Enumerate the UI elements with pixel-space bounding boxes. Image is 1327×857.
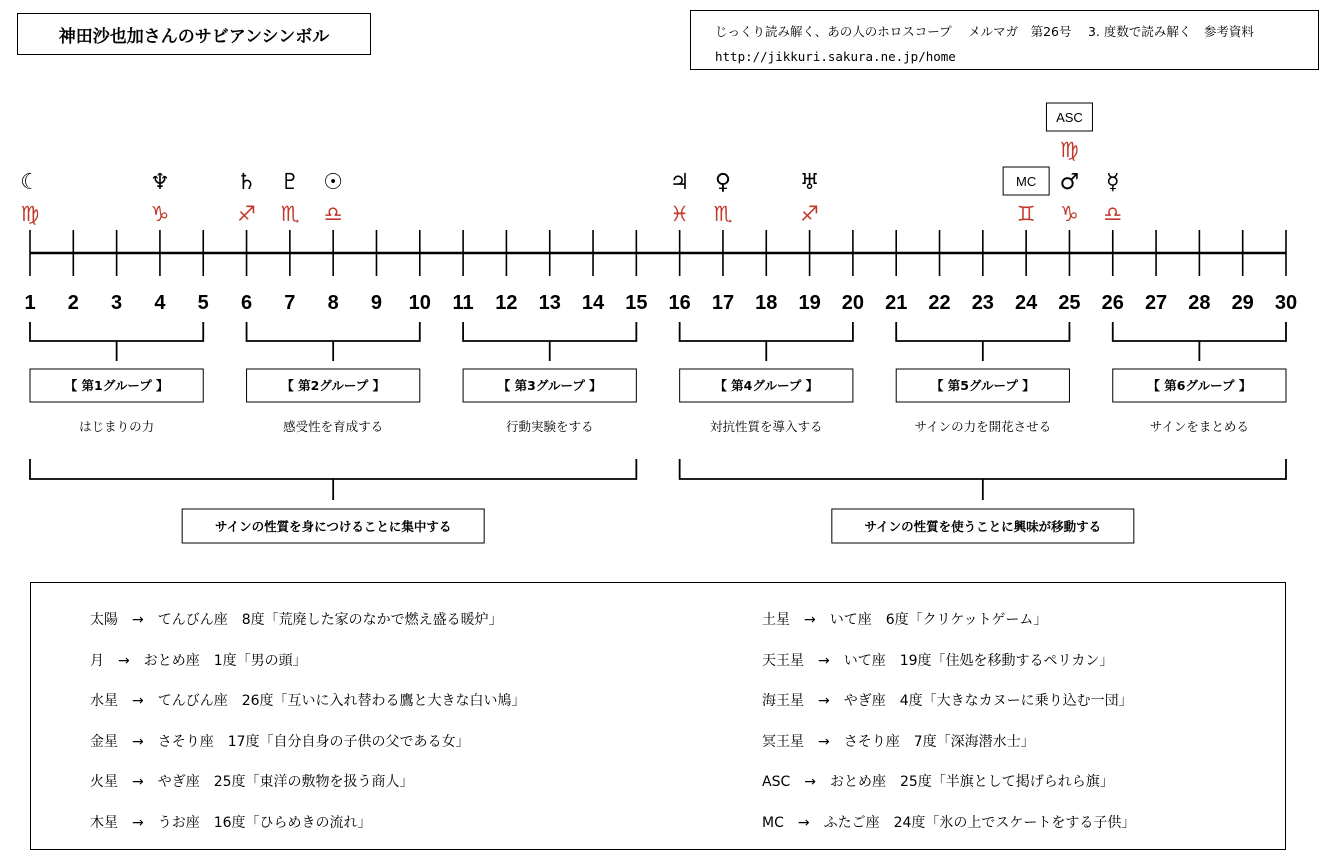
sun-icon: ☉: [323, 170, 344, 195]
sabian-entry: 月 → おとめ座 1度「男の頭」: [90, 652, 307, 669]
sagittarius-icon: ♐: [237, 202, 256, 226]
phase-label: サインの性質を使うことに興味が移動する: [864, 519, 1102, 534]
group-description: サインの力を開花させる: [914, 419, 1052, 434]
sabian-entry: 土星 → いて座 6度「クリケットゲーム」: [762, 612, 1048, 628]
mars-icon: ♂: [1059, 170, 1080, 195]
group-description: 感受性を育成する: [283, 419, 384, 434]
phase-label: サインの性質を身につけることに集中する: [214, 519, 452, 534]
group-label: 【 第3グループ 】: [497, 378, 602, 393]
sagittarius-icon: ♐: [800, 202, 820, 226]
degree-label: 10: [408, 292, 431, 314]
degree-label: 3: [111, 292, 123, 314]
angle-label: ASC: [1056, 110, 1083, 125]
degree-label: 17: [711, 292, 735, 314]
degree-label: 14: [581, 292, 605, 314]
group-bracket: [680, 322, 853, 341]
group-label: 【 第1グループ 】: [64, 378, 169, 393]
degree-label: 29: [1231, 292, 1254, 314]
degree-label: 13: [538, 292, 561, 314]
degree-label: 1: [24, 292, 36, 314]
degree-label: 9: [370, 292, 383, 314]
neptune-icon: ♆: [150, 170, 170, 195]
group-label: 【 第2グループ 】: [281, 378, 386, 393]
sabian-entry: 太陽 → てんびん座 8度「荒廃した家のなかで燃え盛る暖炉」: [90, 612, 503, 628]
degree-label: 24: [1015, 292, 1038, 314]
degree-label: 27: [1144, 292, 1168, 314]
scorpio-icon: ♏: [280, 202, 300, 226]
degree-label: 26: [1101, 292, 1124, 314]
degree-label: 6: [240, 292, 253, 314]
degree-label: 4: [154, 292, 166, 314]
group-description: 対抗性質を導入する: [710, 419, 823, 434]
venus-icon: ♀: [714, 170, 732, 195]
moon-icon: ☾: [20, 170, 40, 195]
group-bracket: [463, 322, 636, 341]
degree-label: 5: [197, 292, 209, 314]
scorpio-icon: ♏: [713, 202, 733, 226]
libra-icon: ♎: [1103, 202, 1123, 226]
capricorn-icon: ♑: [150, 202, 170, 226]
degree-label: 30: [1274, 292, 1298, 314]
degree-label: 15: [625, 292, 648, 314]
pluto-icon: ♇: [279, 170, 300, 195]
phase-bracket: [680, 459, 1286, 479]
degree-label: 22: [928, 292, 951, 314]
group-bracket: [30, 322, 203, 341]
degree-label: 23: [971, 292, 994, 314]
capricorn-icon: ♑: [1060, 202, 1079, 226]
degree-label: 11: [452, 292, 474, 314]
sabian-list: [30, 582, 1286, 850]
degree-label: 20: [841, 292, 865, 314]
degree-label: 8: [327, 292, 339, 314]
sabian-entry: 水星 → てんびん座 26度「互いに入れ替わる鷹と大きな白い鳩」: [90, 693, 526, 709]
virgo-icon: ♍: [1060, 138, 1079, 162]
degree-label: 21: [885, 292, 908, 314]
phase-bracket: [30, 459, 636, 479]
degree-label: 7: [284, 292, 296, 314]
sabian-entry: 海王星 → やぎ座 4度「大きなカヌーに乗り込む一団」: [762, 693, 1133, 709]
sabian-entry: 天王星 → いて座 19度「住処を移動するペリカン」: [762, 652, 1114, 669]
group-description: 行動実験をする: [505, 419, 594, 434]
group-label: 【 第5グループ 】: [930, 378, 1035, 393]
group-label: 【 第4グループ 】: [714, 378, 819, 393]
gemini-icon: ♊: [1016, 202, 1036, 226]
group-label: 【 第6グループ 】: [1147, 378, 1252, 393]
sabian-entry: 冥王星 → さそり座 7度「深海潜水士」: [762, 733, 1035, 750]
group-bracket: [247, 322, 420, 341]
group-bracket: [1113, 322, 1286, 341]
uranus-icon: ♅: [799, 170, 820, 195]
header-line: じっくり読み解く、あの人のホロスコープ メルマガ 第26号 3. 度数で読み解く 参考資料: [715, 24, 1254, 39]
saturn-icon: ♄: [236, 170, 257, 195]
jupiter-icon: ♃: [669, 170, 690, 195]
sabian-entry: 金星 → さそり座 17度「自分自身の子供の父である女」: [90, 733, 470, 750]
mercury-icon: ☿: [1106, 170, 1120, 195]
virgo-icon: ♍: [20, 202, 40, 226]
group-bracket: [896, 322, 1069, 341]
group-description: はじまりの力: [79, 419, 155, 434]
degree-label: 2: [67, 292, 79, 314]
angle-label: MC: [1016, 174, 1037, 189]
degree-label: 19: [798, 292, 821, 314]
degree-label: 12: [495, 292, 518, 314]
header-url: http://jikkuri.sakura.ne.jp/home: [715, 49, 956, 64]
sabian-entry: ASC → おとめ座 25度「半旗として掲げられら旗」: [762, 774, 1114, 790]
sabian-entry: 木星 → うお座 16度「ひらめきの流れ」: [90, 814, 372, 831]
group-description: サインをまとめる: [1149, 419, 1249, 434]
degree-label: 25: [1058, 292, 1081, 314]
sabian-entry: 火星 → やぎ座 25度「東洋の敷物を扱う商人」: [90, 774, 414, 790]
degree-label: 28: [1188, 292, 1211, 314]
degree-label: 18: [755, 292, 778, 314]
libra-icon: ♎: [323, 202, 343, 226]
pisces-icon: ♓: [670, 202, 690, 226]
sabian-entry: MC → ふたご座 24度「氷の上でスケートをする子供」: [762, 814, 1136, 831]
page-title-text: 神田沙也加さんのサビアンシンボル: [58, 26, 330, 47]
degree-label: 16: [668, 292, 691, 314]
